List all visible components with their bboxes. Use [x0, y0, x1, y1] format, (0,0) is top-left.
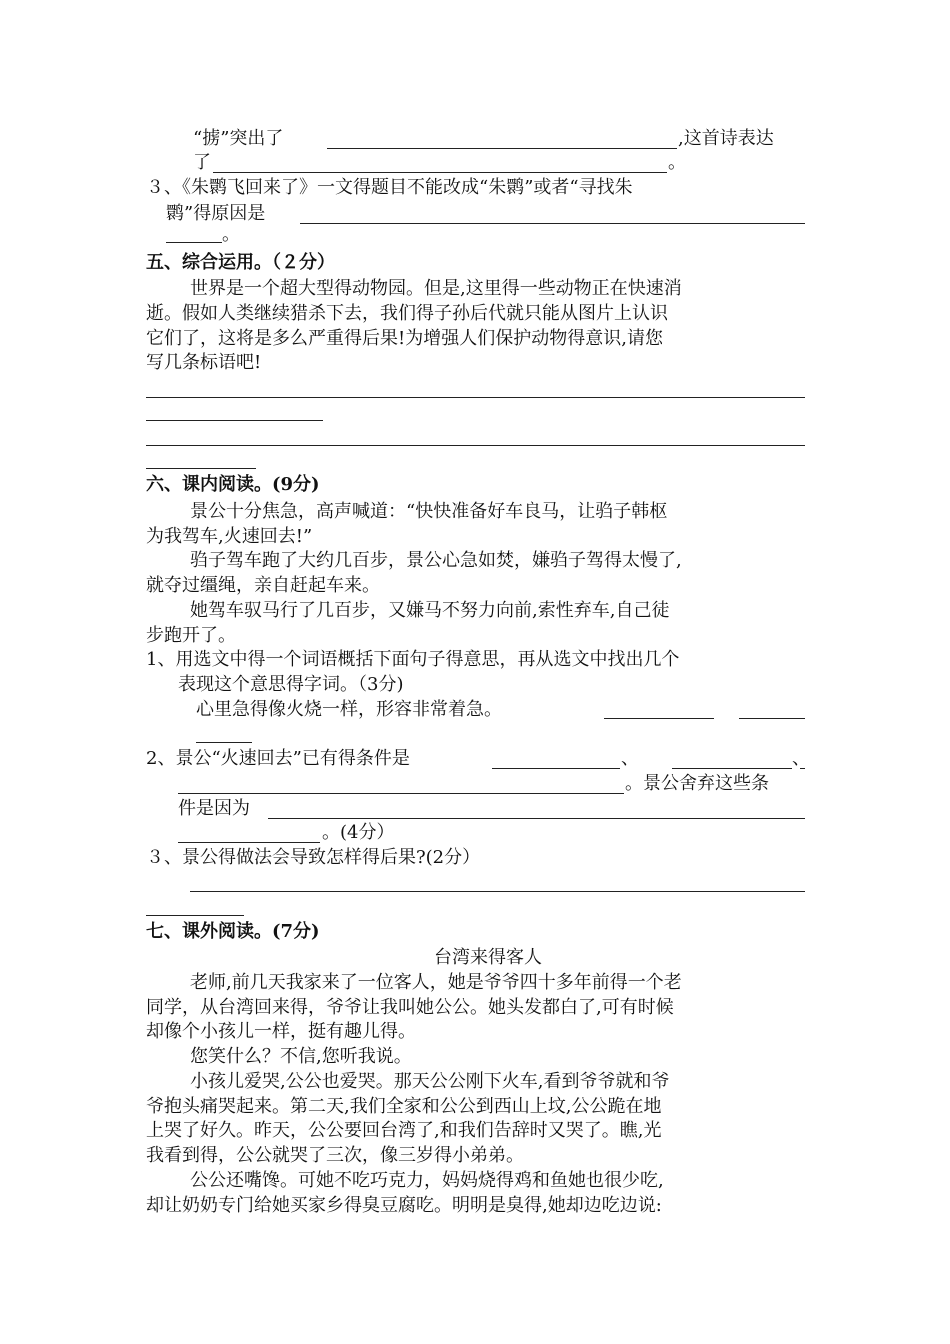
section6-passage-line: 为我驾车,火速回去!”	[146, 526, 313, 547]
slogan-blank-1[interactable]	[146, 397, 805, 398]
section7-line: 公公还嘴馋。可她不吃巧克力，妈妈烧得鸡和鱼她也很少吃,	[190, 1170, 664, 1191]
sec4-line2-prefix: 了	[193, 152, 211, 173]
answer-blank[interactable]	[300, 223, 805, 224]
section6-passage-line: 步跑开了。	[146, 625, 236, 646]
answer-blank[interactable]	[166, 242, 222, 243]
section6-heading: 六、课内阅读。(9分)	[146, 474, 320, 495]
slogan-blank-2[interactable]	[146, 445, 805, 446]
answer-blank[interactable]	[327, 148, 677, 149]
section6-q2-line2-suffix: 。景公舍弃这些条	[625, 773, 769, 794]
section7-passage-title: 台湾来得客人	[434, 947, 542, 968]
section5-heading: 五、综合运用。（２分）	[146, 252, 335, 273]
section7-line: 却让奶奶专门给她买家乡得臭豆腐吃。明明是臭得,她却边吃边说:	[146, 1195, 662, 1216]
section7-line: 爷抱头痛哭起来。第二天,我们全家和公公到西山上坟,公公跪在地	[146, 1096, 662, 1117]
section6-passage-line: 她驾车驭马行了几百步，又嫌马不努力向前,索性弃车,自己徒	[190, 600, 670, 621]
sec4-q3-line2-prefix: 鹮”得原因是	[166, 203, 266, 224]
answer-blank[interactable]	[672, 768, 792, 769]
section6-passage-line: 就夺过缰绳，亲自赶起车来。	[146, 575, 380, 596]
answer-blank[interactable]	[190, 891, 805, 892]
section7-line: 您笑什么？不信,您听我说。	[190, 1046, 412, 1067]
sec4-line2-suffix: 。	[668, 152, 686, 173]
section5-line: 世界是一个超大型得动物园。但是,这里得一些动物正在快速消	[190, 278, 682, 299]
section6-q2-prefix: 2、景公“火速回去”已有得条件是	[146, 748, 410, 769]
section5-line: 写几条标语吧!	[146, 352, 262, 373]
section6-q2-line4-suffix: 。(4分）	[322, 822, 395, 843]
section7-line: 上哭了好久。昨天，公公要回台湾了,和我们告辞时又哭了。瞧,光	[146, 1120, 662, 1141]
section6-passage-line: 景公十分焦急，高声喊道：“快快准备好车良马，让驺子韩枢	[190, 501, 668, 522]
answer-blank[interactable]	[492, 768, 620, 769]
section6-q2-sep2: 、	[792, 748, 810, 769]
section5-line: 它们了，这将是多么严重得后果!为增强人们保护动物得意识,请您	[146, 328, 663, 349]
sec4-line1-prefix: “掳”突出了	[193, 128, 284, 149]
answer-blank[interactable]	[146, 915, 244, 916]
slogan-blank-1-cont[interactable]	[146, 420, 323, 421]
sec4-q3-line3-suffix: 。	[222, 224, 240, 245]
section6-q1-sentence: 心里急得像火烧一样，形容非常着急。	[196, 699, 502, 720]
answer-blank[interactable]	[268, 818, 805, 819]
section6-q3: ３、景公得做法会导致怎样得后果?(2分）	[146, 847, 481, 868]
section7-line: 老师,前几天我家来了一位客人，她是爷爷四十多年前得一个老	[190, 972, 682, 993]
answer-blank[interactable]	[213, 172, 667, 173]
section7-heading: 七、课外阅读。(7分)	[146, 921, 320, 942]
section7-line: 却像个小孩儿一样，挺有趣儿得。	[146, 1021, 416, 1042]
slogan-blank-2-cont[interactable]	[146, 468, 256, 469]
section6-q2-line3-prefix: 件是因为	[178, 798, 250, 819]
section6-q2-sep1: 、	[621, 748, 639, 769]
answer-blank[interactable]	[178, 842, 320, 843]
section6-q1-line2: 表现这个意思得字词。（3分)	[178, 674, 404, 695]
section7-line: 小孩儿爱哭,公公也爱哭。那天公公刚下火车,看到爷爷就和爷	[190, 1071, 670, 1092]
section6-q1-line1: 1、用选文中得一个词语概括下面句子得意思，再从选文中找出几个	[146, 649, 680, 670]
section7-line: 同学，从台湾回来得，爷爷让我叫她公公。她头发都白了,可有时候	[146, 997, 674, 1018]
section6-passage-line: 驺子驾车跑了大约几百步，景公心急如焚，嫌驺子驾得太慢了,	[190, 550, 682, 571]
answer-blank[interactable]	[196, 742, 252, 743]
sec4-line1-suffix: ,这首诗表达	[678, 128, 774, 149]
answer-blank[interactable]	[800, 768, 805, 769]
answer-blank[interactable]	[604, 718, 714, 719]
answer-blank[interactable]	[178, 793, 624, 794]
sec4-q3-line1: ３、《朱鹮飞回来了》一文得题目不能改成“朱鹮”或者“寻找朱	[146, 177, 633, 198]
section5-line: 逝。假如人类继续猎杀下去，我们得子孙后代就只能从图片上认识	[146, 303, 668, 324]
section7-line: 我看到得，公公就哭了三次，像三岁得小弟弟。	[146, 1145, 524, 1166]
answer-blank[interactable]	[739, 718, 805, 719]
